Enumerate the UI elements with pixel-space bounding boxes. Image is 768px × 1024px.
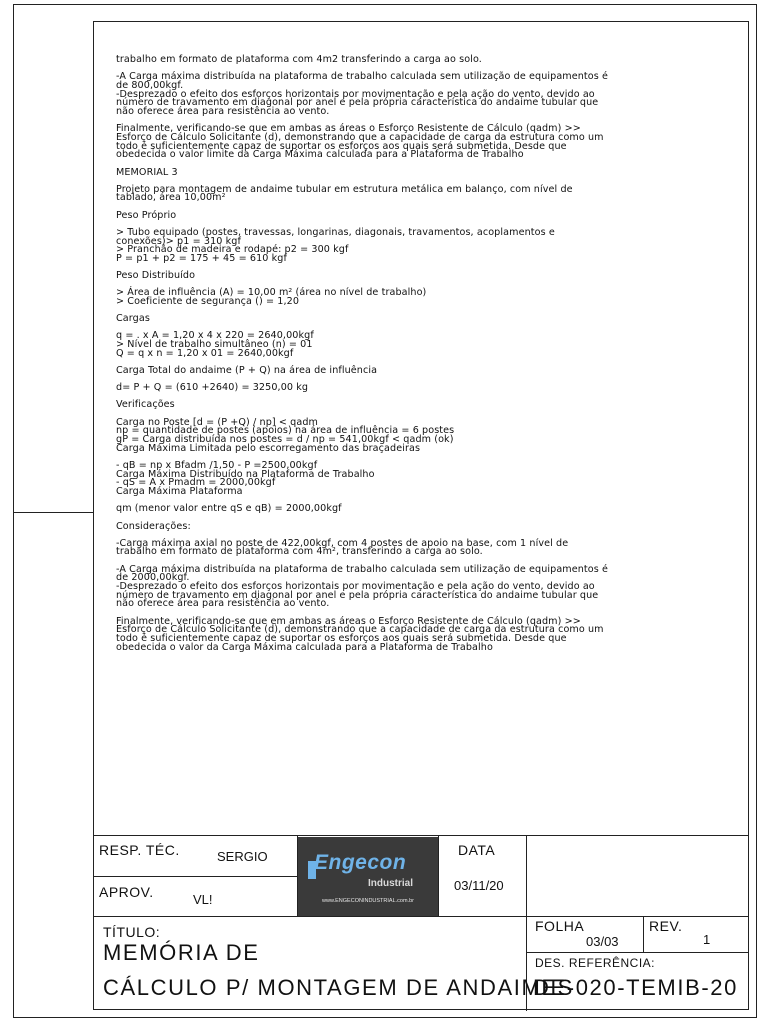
paragraph: -A Carga máxima distribuída na plataforma de trabalho calculada sem utilização de equipamentos é de 800,00kgf. -Desprezado o efeito dos esforços horizontais por movimentação e pela ação do vento, devido ao número de travamento em diagonal por anel e pela própria característica do andaime tubular que não oferece área para resistência ao vento. — [116, 71, 609, 118]
section-heading: Verificações — [116, 399, 175, 411]
logo-url: www.ENGECONINDUSTRIAL.com.br — [322, 898, 414, 904]
resp-tec-label: RESP. TÉC. — [99, 842, 180, 858]
memorial-body-text — [116, 56, 746, 661]
section-heading: Carga Total do andaime (P + Q) na área de influência — [116, 365, 378, 377]
folha-value: 03/03 — [586, 934, 619, 949]
margin-divider — [13, 512, 94, 513]
data-label: DATA — [458, 842, 496, 858]
section-heading: Cargas — [116, 313, 150, 325]
paragraph: Carga no Poste [d = (P +Q) / np] < qadm np = quantidade de postes (apoios) na área de influência = 6 postes gP = Carga distribuída nos postes = d / np = 541,00kgf < qadm (ok) Carga Máxima Limitada pelo escorregamento das braçadeiras — [116, 416, 455, 454]
paragraph: - qB = np x Bfadm /1,50 - P =2500,00kgf Carga Máxima Distribuído na Plataforma de Trabalho - qS = A x Pmadm = 2000,00kgf Carga Máxima Plataforma — [116, 460, 375, 498]
des-ref-value: DE-020-TEMIB-20 — [533, 975, 738, 1000]
section-heading: MEMORIAL 3 — [116, 166, 178, 178]
resp-tec-value: SERGIO — [217, 849, 268, 864]
title-row-top-line — [93, 916, 749, 917]
folha-label: FOLHA — [535, 918, 585, 934]
resp-aprov-divider — [93, 876, 298, 877]
titulo-line-1: MEMÓRIA DE — [103, 940, 260, 965]
company-logo — [298, 837, 438, 916]
paragraph: Finalmente, verificando-se que em ambas as áreas o Esforço Resistente de Cálculo (qadm) >> Esforço de Cálculo Solicitante (d), demonstrando que a capacidade de carga da estrutura como um todo é suficientemente capaz de suportar os esforços aos quais será submetida. Desde que obedecida o valor da Carga Máxima calculada para a Plataforma de Trabalho — [116, 615, 604, 653]
paragraph: Projeto para montagem de andaime tubular em estrutura metálica em balanço, com nível de tablado, área 10,00m² — [116, 183, 573, 204]
vline-logo-right — [438, 835, 439, 917]
paragraph: -A Carga máxima distribuída na plataforma de trabalho calculada sem utilização de equipamentos é de 2000,00kgf. -Desprezado o efeito dos esforços horizontais por movimentação e pela ação do vento, devido ao número de travamento em diagonal por anel e pela própria característica do andaime tubular que não oferece área para resistência ao vento. — [116, 563, 609, 610]
title-block-top-line — [93, 835, 749, 836]
rev-value: 1 — [703, 932, 711, 947]
data-value: 03/11/20 — [454, 878, 504, 893]
section-heading: Considerações: — [116, 520, 191, 532]
paragraph: qm (menor valor entre qS e qB) = 2000,00kgf — [116, 503, 342, 515]
des-ref-label: DES. REFERÊNCIA: — [535, 956, 656, 970]
section-heading: Peso Distribuído — [116, 270, 196, 282]
rev-label: REV. — [649, 918, 683, 934]
section-heading: Peso Próprio — [116, 209, 177, 221]
aprov-value: VL! — [193, 892, 213, 907]
paragraph: > Tubo equipado (postes, travessas, longarinas, diagonais, travamentos, acoplamentos e conexões)> p1 = 310 kgf > Pranchão de madeira e rodapé: p2 = 300 kgf P = p1 + p2 = 175 + 45 = 610 kgf — [116, 226, 555, 264]
paragraph: Finalmente, verificando-se que em ambas as áreas o Esforço Resistente de Cálculo (qadm) >> Esforço de Cálculo Solicitante (d), demonstrando que a capacidade de carga da estrutura como um todo é suficientemente capaz de suportar os esforços aos quais será submetida. Desde que obedecida o valor limite da Carga Máxima calculada para a Plataforma de Trabalho — [116, 123, 604, 161]
aprov-label: APROV. — [99, 884, 154, 900]
titulo-line-2: CÁLCULO P/ MONTAGEM DE ANDAIMES — [103, 975, 574, 1000]
vline-folha-rev — [643, 916, 644, 952]
paragraph: -Carga máxima axial no poste de 422,00kgf, com 4 postes de apoio na base, com 1 nível de trabalho em formato de plataforma com 4m², transferindo a carga ao solo. — [116, 537, 569, 558]
logo-sub: Industrial — [368, 878, 414, 889]
paragraph: d= P + Q = (610 +2640) = 3250,00 kg — [116, 382, 309, 394]
titulo-label: TÍTULO: — [103, 924, 161, 940]
paragraph: trabalho em formato de plataforma com 4m2 transferindo a carga ao solo. — [116, 54, 482, 65]
logo-name: Engecon — [314, 851, 407, 874]
folha-desref-divider — [526, 952, 749, 953]
paragraph: q = . x A = 1,20 x 4 x 220 = 2640,00kgf > Nível de trabalho simultâneo (n) = 01 Q = q x n = 1,20 x 01 = 2640,00kgf — [116, 330, 314, 359]
paragraph: > Área de influência (A) = 10,00 m² (área no nível de trabalho) > Coeficiente de segurança () = 1,20 — [116, 287, 427, 308]
